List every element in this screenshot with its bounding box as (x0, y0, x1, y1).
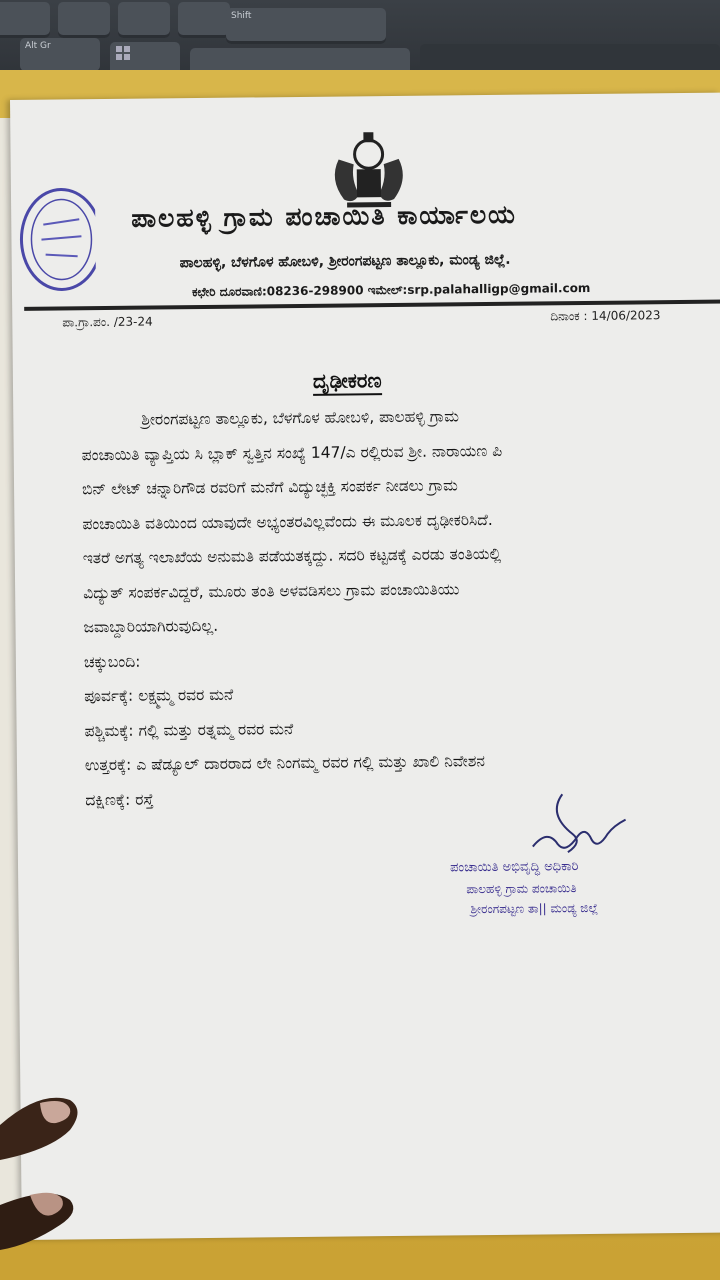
body-line: ವಿದ್ಯುತ್ ಸಂಪರ್ಕವಿದ್ದರೆ, ಮೂರು ತಂತಿ ಅಳವಡಿಸಲು ಗ್ರಾಮ ಪಂಚಾಯಿತಿಯು (83, 579, 460, 602)
boundary-east: ಪೂರ್ವಕ್ಕೆ: ಲಕ್ಷ್ಮಮ್ಮ ರವರ ಮನೆ (84, 685, 234, 706)
shift-key (226, 8, 386, 44)
boundary-south: ದಕ್ಷಿಣಕ್ಕೆ: ರಸ್ತೆ (85, 790, 154, 809)
boundary-west: ಪಶ್ಚಿಮಕ್ಕೆ: ಗಲ್ಲಿ ಮತ್ತು ರತ್ನಮ್ಮ ರವರ ಮನೆ (84, 719, 294, 740)
altgr-key (20, 38, 100, 74)
letter-date: ದಿನಾಂಕ : 14/06/2023 (550, 308, 661, 324)
keyboard-key (0, 2, 50, 38)
round-stamp-icon (13, 184, 96, 295)
boundary-north: ಉತ್ತರಕ್ಕೆ: ಎ ಷೆಡ್ಯೂಲ್ ದಾರರಾದ ಲೇ ನಿಂಗಮ್ಮ ರವರ ಗಲ್ಲಿ ಮತ್ತು ಖಾಲಿ ನಿವೇಶನ (84, 752, 486, 775)
letter-heading: ದೃಢೀಕರಣ (313, 368, 382, 396)
finger-icon (0, 1085, 95, 1280)
office-address: ಪಾಲಹಳ್ಳಿ, ಬೆಳಗೊಳ ಹೋಬಳಿ, ಶ್ರೀರಂಗಪಟ್ಟಣ ತಾಲ್ಲೂಕು, ಮಂಡ್ಯ ಜಿಲ್ಲೆ. (179, 251, 511, 272)
signatory-title: ಪಂಚಾಯಿತಿ ಅಭಿವೃದ್ಧಿ ಅಧಿಕಾರಿ (449, 859, 579, 876)
keyboard-key (178, 2, 230, 38)
shift-key-label: Shift (231, 11, 252, 21)
body-line: ಬಿನ್ ಲೇಟ್ ಚನ್ನಾರಿಗೌಡ ರವರಿಗೆ ಮನೆಗೆ ವಿದ್ಯುಚ್ಛಕ್ತಿ ಸಂಪರ್ಕ ನೀಡಲು ಗ್ರಾಮ (81, 476, 458, 499)
reference-number: ಪಾ.ಗ್ರಾ.ಪಂ. /23-24 (62, 314, 153, 330)
signature-scribble-icon (522, 783, 653, 864)
body-line: ಪಂಚಾಯಿತಿ ವತಿಯಿಂದ ಯಾವುದೇ ಅಭ್ಯಂತರವಿಲ್ಲವೆಂದು ಈ ಮೂಲಕ ದೃಢೀಕರಿಸಿದೆ. (82, 510, 493, 533)
office-contact: ಕಛೇರಿ ದೂರವಾಣಿ:08236-298900 ಇಮೇಲ್:srp.palahalligp@gmail.com (191, 280, 591, 300)
body-line: ಜವಾಬ್ದಾರಿಯಾಗಿರುವುದಿಲ್ಲ. (83, 616, 219, 637)
office-title: ಪಾಲಹಳ್ಳಿ ಗ್ರಾಮ ಪಂಚಾಯಿತಿ ಕಾರ್ಯಾಲಯ (131, 199, 518, 233)
keyboard-key (58, 2, 110, 38)
letter-page (10, 93, 720, 1240)
body-line: ಇತರೆ ಅಗತ್ಯ ಇಲಾಖೆಯ ಅನುಮತಿ ಪಡೆಯತಕ್ಕದ್ದು. ಸದರಿ ಕಟ್ಟಡಕ್ಕೆ ಎರಡು ತಂತಿಯಲ್ಲಿ (82, 544, 502, 568)
body-line: ಪಂಚಾಯಿತಿ ವ್ಯಾಪ್ತಿಯ ಸಿ ಬ್ಲಾಕ್ ಸ್ವತ್ತಿನ ಸಂಖ್ಯೆ 147/ಎ ರಲ್ಲಿರುವ ಶ್ರೀ. ನಾರಾಯಣ ಪಿ (81, 441, 503, 464)
letter-body (81, 397, 710, 818)
signatory-place: ಶ್ರೀರಂಗಪಟ್ಟಣ ತಾ|| ಮಂಡ್ಯ ಜಿಲ್ಲೆ (470, 900, 599, 917)
body-line: ಶ್ರೀರಂಗಪಟ್ಟಣ ತಾಲ್ಲೂಕು, ಬೆಳಗೊಳ ಹೋಬಳಿ, ಪಾಲಹಳ್ಳಿ ಗ್ರಾಮ (141, 407, 460, 429)
altgr-key-label: Alt Gr (25, 41, 51, 51)
keyboard-key (118, 2, 170, 38)
boundaries-label: ಚಕ್ಕುಬಂದಿ: (83, 652, 141, 671)
windows-icon (115, 45, 131, 61)
signatory-office: ಪಾಲಹಳ್ಳಿ ಗ್ರಾಮ ಪಂಚಾಯಿತಿ (466, 881, 577, 897)
